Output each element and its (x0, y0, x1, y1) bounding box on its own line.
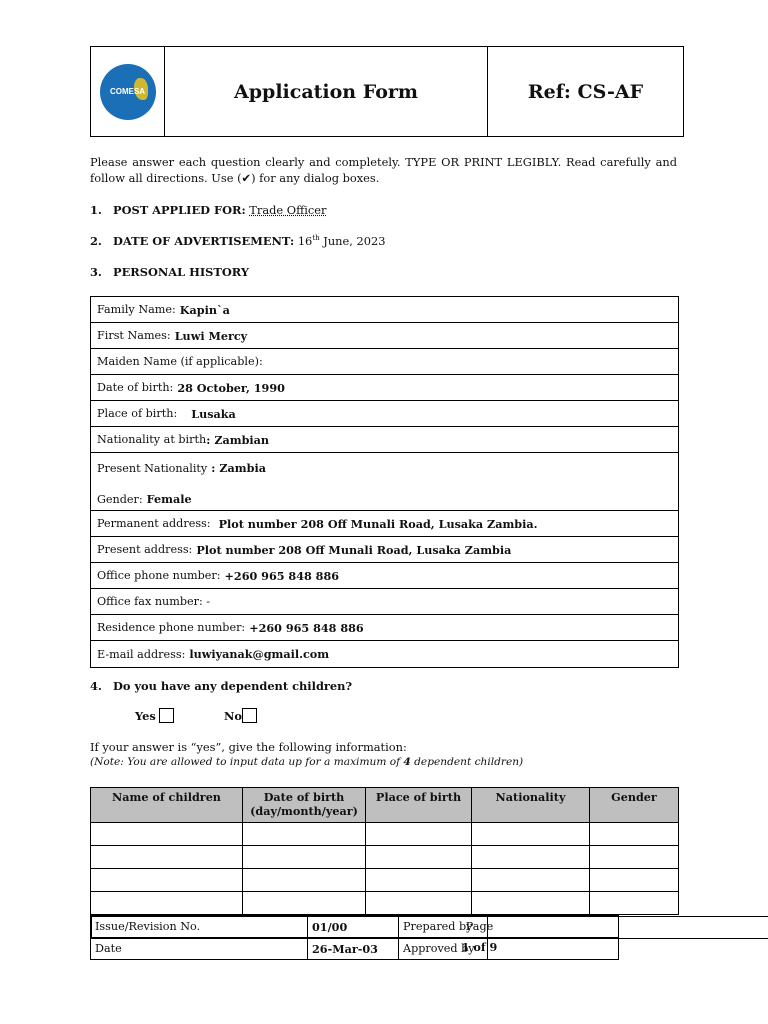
table-row (91, 823, 679, 846)
note-text: (Note: You are allowed to input data up for a maximum of (90, 756, 404, 768)
date-label: Date (91, 938, 308, 960)
col-place-of-birth: Place of birth (366, 788, 472, 823)
first-names-row[interactable] (91, 323, 678, 349)
table-cell[interactable] (366, 892, 472, 915)
first-names-value: Luwi Mercy (174, 328, 248, 343)
field-label: Nationality at birth (97, 433, 207, 446)
field-label: Residence phone number: (97, 621, 246, 634)
field-separator: : (172, 303, 176, 316)
yes-label: Yes (135, 708, 156, 723)
form-header (90, 46, 684, 137)
col-date-of-birth: Date of birth (day/month/year) (243, 788, 366, 823)
advert-day-suffix: th (312, 234, 320, 243)
no-checkbox[interactable] (242, 708, 257, 723)
permanent-address-value: Plot number 208 Off Munali Road, Lusaka Zambia. (218, 516, 538, 531)
approved-by-label: Approved by (399, 938, 488, 960)
document-control-table (90, 915, 681, 960)
question-number: 1. (90, 203, 102, 217)
field-separator: : (206, 432, 211, 447)
field-label: Permanent address: (97, 517, 211, 530)
dependents-note (90, 756, 523, 768)
date-of-birth-value: 28 October, 1990 (177, 380, 285, 395)
footer-row (91, 938, 681, 960)
issue-value: 01/00 (308, 916, 399, 938)
advert-day: 16 (297, 234, 313, 248)
footer-row (91, 916, 681, 938)
note-text-end: dependent children) (410, 756, 524, 768)
place-of-birth-value: Lusaka (191, 406, 236, 421)
office-fax-row[interactable] (91, 589, 678, 615)
note-max-number: 4 (403, 756, 411, 768)
table-row (91, 869, 679, 892)
table-cell[interactable] (243, 892, 366, 915)
yes-option (135, 708, 174, 723)
field-label: Present Nationality (97, 462, 208, 475)
table-cell[interactable] (472, 892, 590, 915)
question-number: 4. (90, 679, 102, 693)
residence-phone-row[interactable] (91, 615, 678, 641)
table-cell[interactable] (91, 892, 243, 915)
field-label: Date of birth: (97, 381, 174, 394)
present-address-value: Plot number 208 Off Munali Road, Lusaka Zambia (196, 542, 512, 557)
present-nationality-value: Zambia (219, 461, 266, 475)
table-cell[interactable] (472, 823, 590, 846)
office-phone-row[interactable] (91, 563, 678, 589)
post-applied-value[interactable]: Trade Officer (249, 203, 327, 217)
table-cell[interactable] (590, 846, 679, 869)
table-cell[interactable] (472, 846, 590, 869)
field-label: E-mail address: (97, 647, 186, 661)
dependent-children-table (90, 787, 679, 915)
present-nationality-gender-row[interactable] (91, 453, 678, 511)
table-cell[interactable] (243, 869, 366, 892)
table-cell[interactable] (366, 823, 472, 846)
present-address-row[interactable] (91, 537, 678, 563)
question-number: 2. (90, 234, 102, 248)
residence-phone-value: +260 965 848 886 (249, 620, 364, 635)
place-of-birth-row[interactable] (91, 401, 678, 427)
table-cell[interactable] (243, 823, 366, 846)
email-value: luwiyanak@gmail.com (189, 647, 330, 661)
field-label: Gender: (97, 493, 143, 506)
advert-month-year: June, 2023 (319, 234, 386, 248)
question-label: Do you have any dependent children? (113, 679, 353, 693)
yes-checkbox[interactable] (159, 708, 174, 723)
no-label: No (224, 708, 243, 723)
col-nationality: Nationality (472, 788, 590, 823)
office-phone-value: +260 965 848 886 (224, 568, 340, 583)
table-cell[interactable] (91, 846, 243, 869)
date-value: 26-Mar-03 (308, 938, 399, 960)
form-ref: Ref: CS-AF (527, 80, 644, 103)
nationality-at-birth-value: Zambian (214, 432, 270, 447)
nationality-at-birth-row[interactable] (91, 427, 678, 453)
table-cell[interactable] (91, 869, 243, 892)
gender-value: Female (146, 492, 192, 506)
question-dependents (90, 679, 352, 693)
family-name-row[interactable] (91, 297, 678, 323)
date-of-birth-row[interactable] (91, 375, 678, 401)
field-label: Office fax number: - (97, 595, 211, 608)
question-number: 3. (90, 265, 102, 279)
field-label: Family Name (97, 303, 173, 316)
family-name-value: Kapin`a (179, 302, 230, 317)
field-label: Place of birth: (97, 407, 178, 420)
table-cell[interactable] (590, 823, 679, 846)
permanent-address-row[interactable] (91, 511, 678, 537)
page-label: Page (465, 919, 494, 933)
instructions-text: Please answer each question clearly and completely. TYPE OR PRINT LEGIBLY. Read carefully and follow all directions. Use (✔) for any dialog boxes. (90, 155, 677, 185)
question-personal-history (90, 265, 249, 279)
field-label: Present address: (97, 543, 193, 556)
no-option (224, 708, 257, 723)
table-cell[interactable] (366, 869, 472, 892)
question-label: PERSONAL HISTORY (113, 265, 250, 279)
field-label: First Names: (97, 329, 171, 342)
advert-date-value[interactable] (298, 234, 386, 248)
approved-by-value[interactable] (488, 938, 619, 960)
col-name-of-children: Name of children (91, 788, 243, 823)
page-value: 1 of 9 (461, 939, 498, 954)
table-row (91, 846, 679, 869)
email-row[interactable] (91, 641, 678, 667)
logo-cell (91, 47, 165, 136)
comesa-logo (100, 64, 156, 120)
table-cell[interactable] (472, 869, 590, 892)
question-label: POST APPLIED FOR: (113, 203, 246, 217)
issue-label: Issue/Revision No. (91, 916, 308, 938)
field-separator: : (211, 461, 216, 475)
col-gender: Gender (590, 788, 679, 823)
field-label: Office phone number: (97, 569, 221, 582)
maiden-name-row[interactable] (91, 349, 678, 375)
form-title: Application Form (165, 47, 488, 136)
question-advert-date (90, 234, 385, 248)
question-post-applied (90, 203, 326, 217)
field-label: Maiden Name (if applicable): (97, 355, 263, 368)
table-row (91, 892, 679, 915)
logo-text: COMESA (109, 87, 146, 96)
personal-history-table (90, 296, 679, 668)
if-yes-instruction: If your answer is “yes”, give the following information: (90, 740, 407, 754)
table-cell[interactable] (243, 846, 366, 869)
table-cell[interactable] (590, 869, 679, 892)
table-header-row (91, 788, 679, 823)
prepared-by-label: Prepared by (399, 916, 488, 938)
table-cell[interactable] (366, 846, 472, 869)
question-label: DATE OF ADVERTISEMENT: (113, 234, 295, 248)
table-cell[interactable] (590, 892, 679, 915)
table-cell[interactable] (91, 823, 243, 846)
